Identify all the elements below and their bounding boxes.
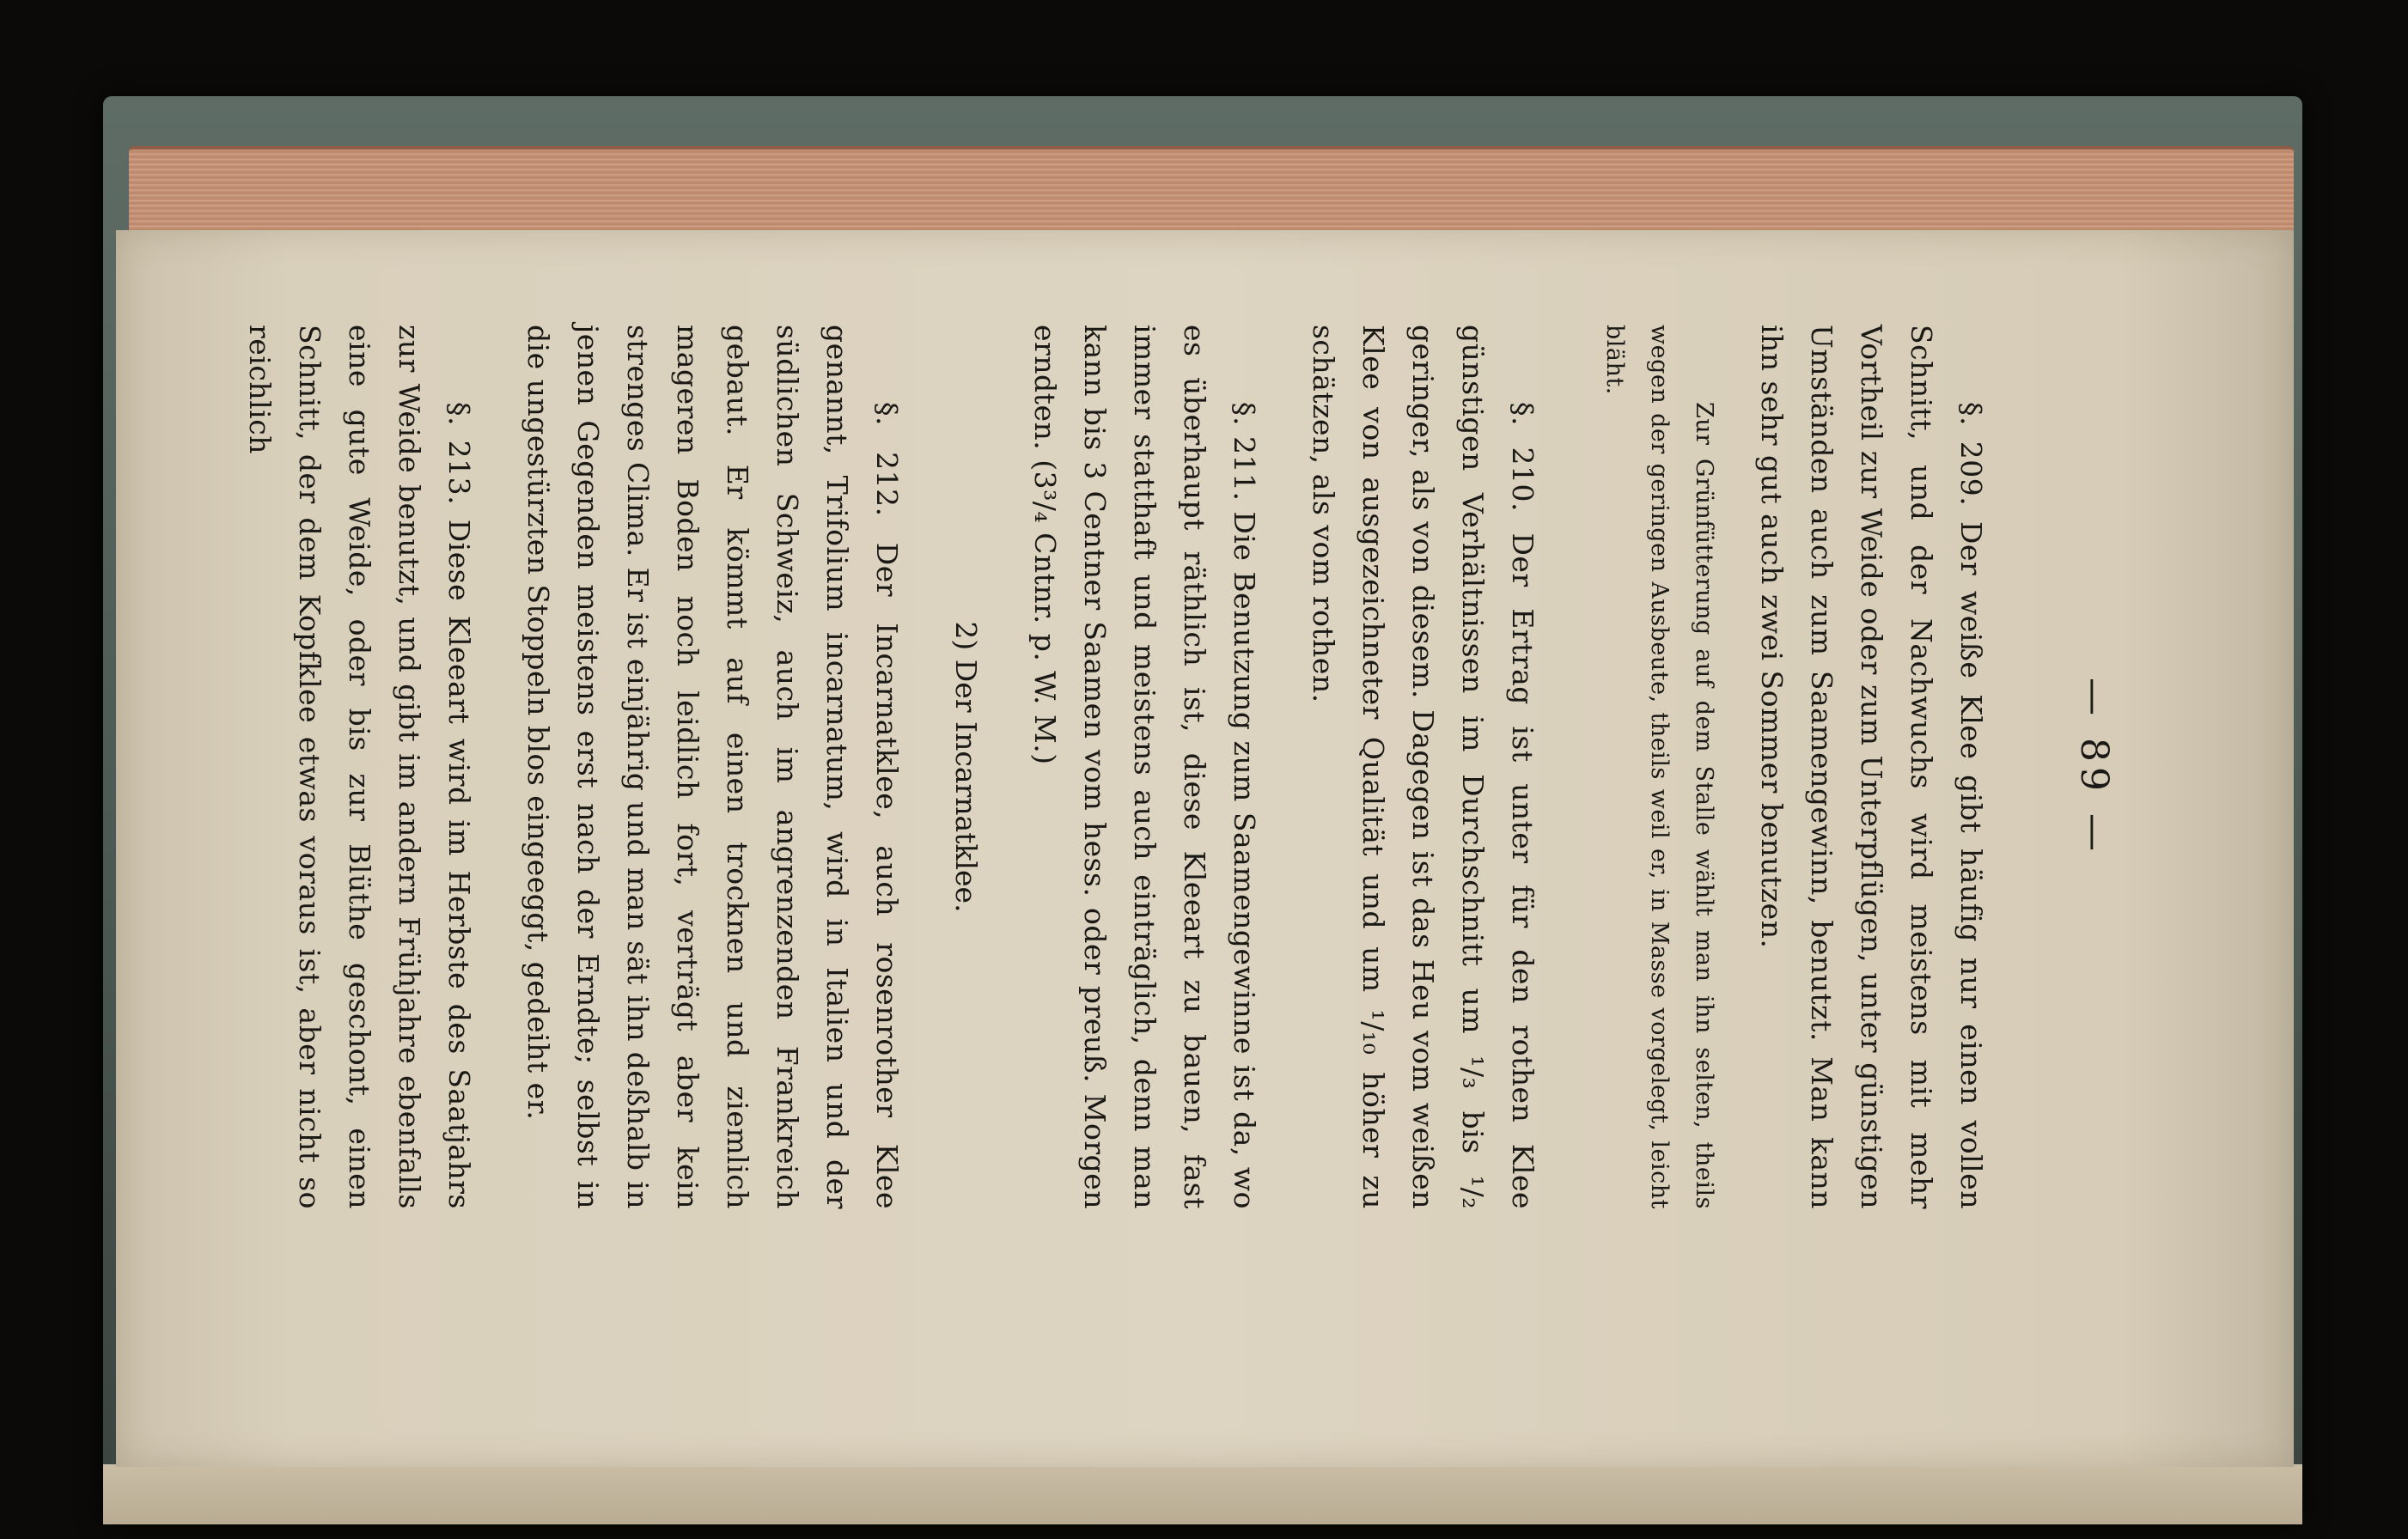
paragraph-209-note: Zur Grünfütterung auf dem Stalle wählt man ihn selten, theils wegen der geringen Ausbeute, theils weil er, in Masse vorgelegt, leicht bläht. bbox=[1601, 325, 1717, 1209]
page-edges bbox=[129, 146, 2294, 244]
paragraph-213: §. 213. Diese Kleeart wird im Herbste des Saatjahrs zur Weide benutzt, und gibt im andern Frühjahre ebenfalls eine gute Weide, oder bis zur Blüthe geschont, einen Schnitt, der dem Kopfklee etwas voraus ist, aber nicht so reichlich bbox=[243, 325, 476, 1209]
paragraph-211: §. 211. Die Benutzung zum Saamengewinne ist da, wo es überhaupt räthlich ist, diese Kleeart zu bauen, fast immer statthaft und meistens auch einträglich, denn man kann bis 3 Centner Saamen vom hess. oder preuß. Morgen erndten. (3³/₄ Cntnr. p. W. M.) bbox=[1028, 325, 1261, 1209]
paragraph-210: §. 210. Der Ertrag ist unter für den rothen Klee günstigen Verhältnissen im Durchschnitt um ¹/₃ bis ¹/₂ geringer, als von diesem. Dagegen ist das Heu vom weißen Klee von ausgezeichneter Qualität und um ¹/₁₀ höher zu schätzen, als vom rothen. bbox=[1307, 325, 1539, 1209]
paragraph-209: §. 209. Der weiße Klee gibt häufig nur einen vollen Schnitt, und der Nachwuchs wird meistens mit mehr Vortheil zur Weide oder zum Unterpflügen, unter günstigen Umständen auch zum Saamengewinn, benutzt. Man kann ihn sehr gut auch zwei Sommer benutzen. bbox=[1755, 325, 1988, 1209]
paragraph-212: §. 212. Der Incarnatklee, auch rosenrother Klee genannt, Trifolium incarnatum, wird in Italien und der südlichen Schweiz, auch im angrenzenden Frankreich gebaut. Er kömmt auf einen trocknen und ziemlich mageren Boden noch leidlich fort, verträgt aber kein strenges Clima. Er ist einjährig und man sät ihn deßhalb in jenen Gegenden meistens erst nach der Erndte; selbst in die ungestürzten Stoppeln blos eingeeggt, gedeiht er. bbox=[521, 325, 904, 1209]
section-heading: 2) Der Incarnatklee. bbox=[949, 621, 983, 913]
page-body bbox=[205, 325, 1996, 1209]
facing-page-edge bbox=[103, 1464, 2302, 1524]
page-text-block bbox=[243, 273, 2116, 1261]
page-number: — 89 — bbox=[2072, 678, 2116, 856]
